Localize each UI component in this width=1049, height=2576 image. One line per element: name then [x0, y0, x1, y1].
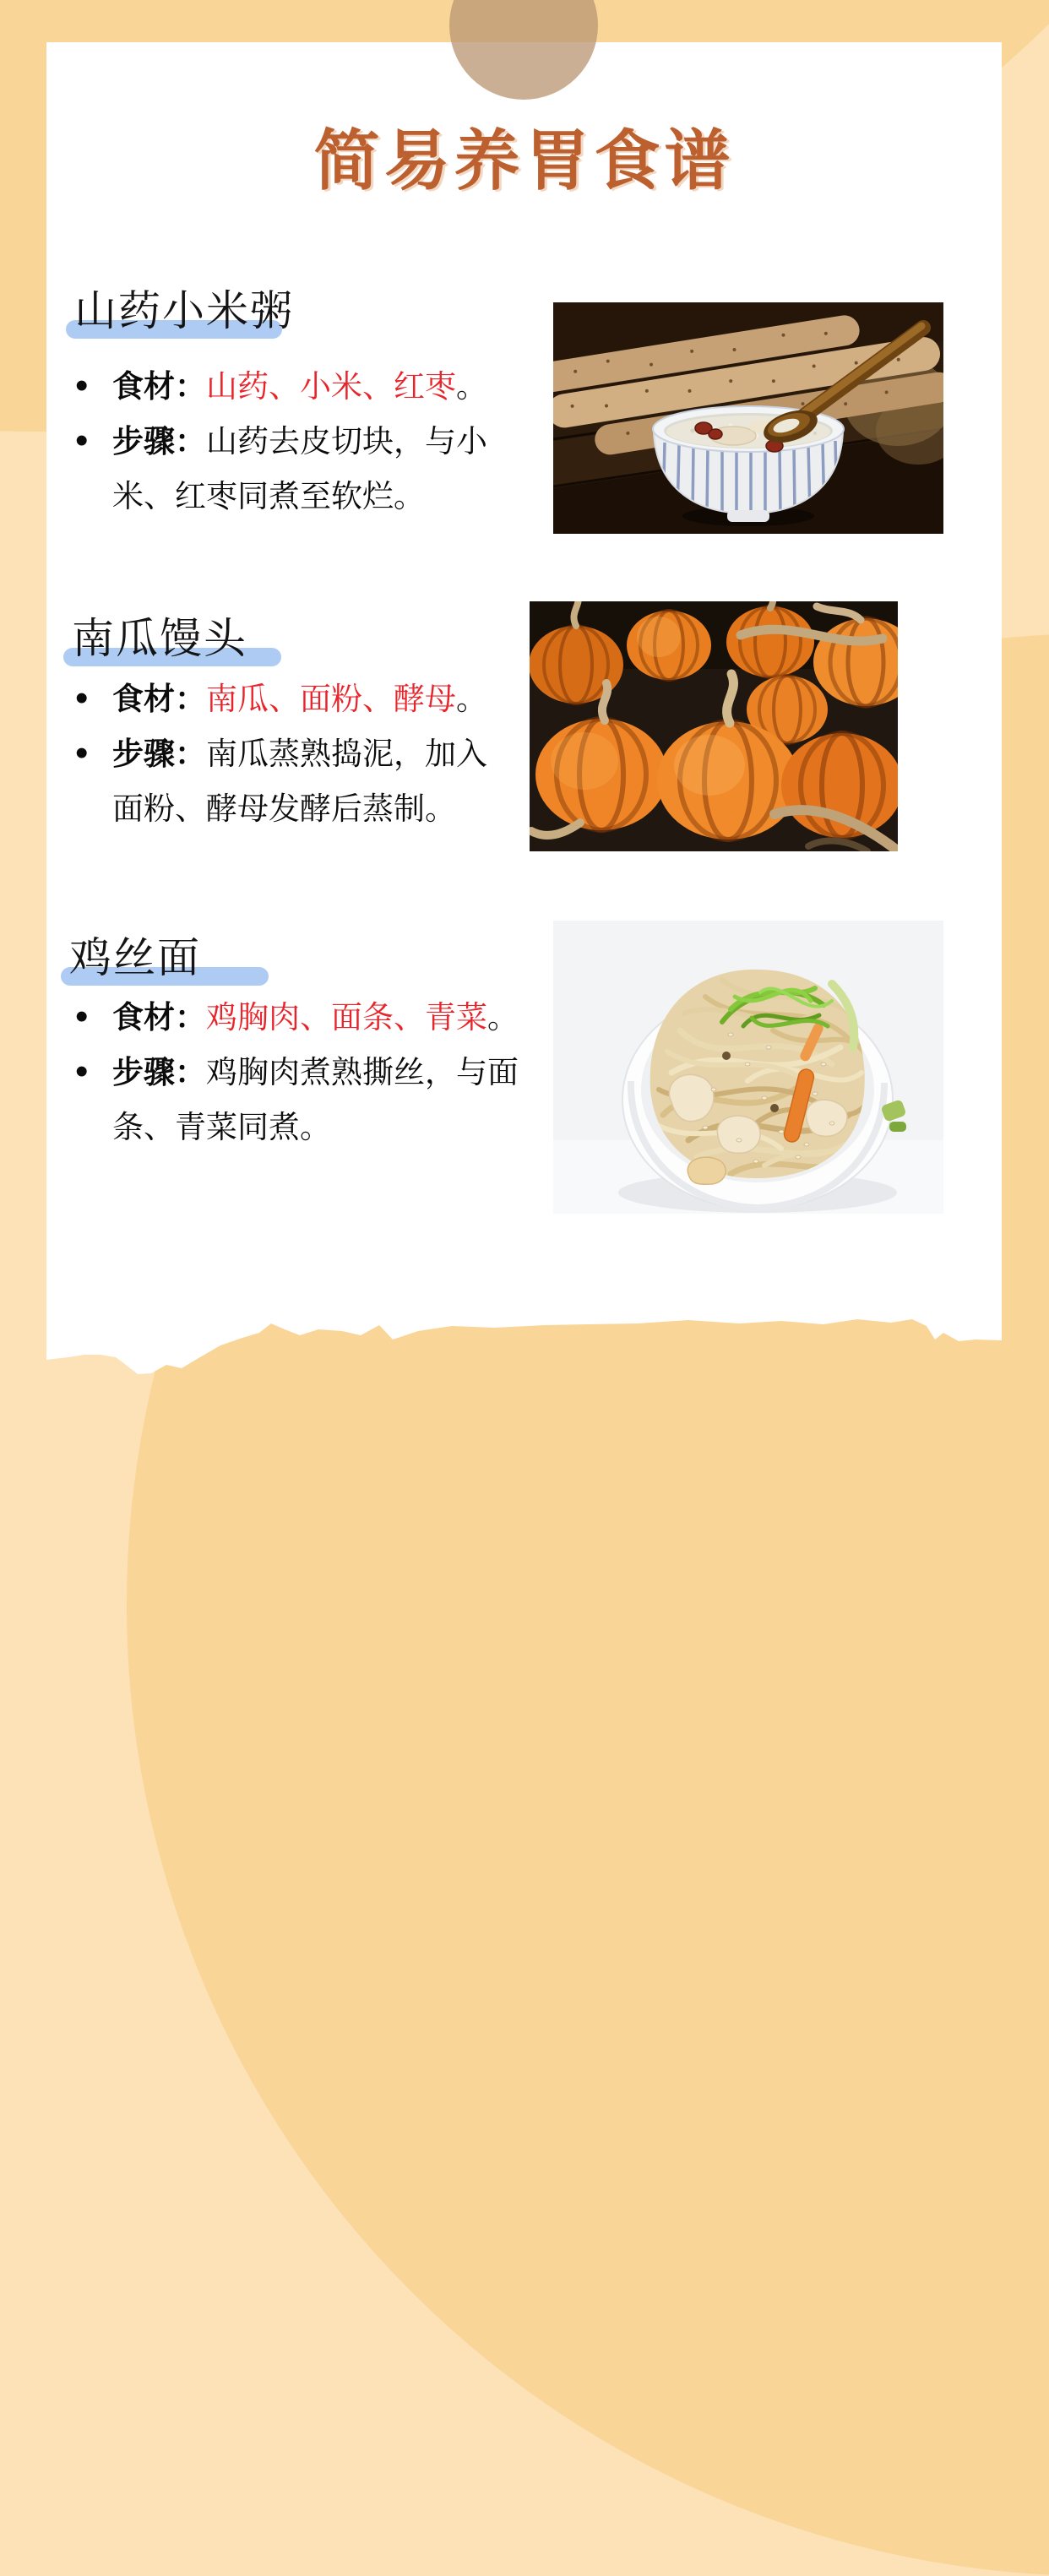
shredded-chicken-noodles-photo	[553, 921, 943, 1214]
steps-row	[72, 726, 507, 836]
recipe-2-title-text: 南瓜馒头	[72, 615, 247, 662]
recipe-1-title-text: 山药小米粥	[74, 287, 294, 334]
pumpkin-steamed-buns-photo	[530, 601, 898, 851]
ingredients-value: 鸡胸肉、面条、青菜	[206, 1000, 487, 1035]
recipe-2-title	[72, 617, 247, 661]
bullet-icon: •	[75, 1051, 89, 1092]
ingredients-row	[72, 359, 507, 414]
bullet-icon: •	[75, 732, 89, 774]
recipe-3-title-text: 鸡丝面	[69, 934, 201, 981]
ingredients-row	[72, 990, 524, 1045]
recipe-3-details	[72, 990, 524, 1155]
recipe-2-heading-wrap	[72, 617, 247, 661]
recipe-2-details	[72, 671, 507, 836]
steps-label: 步骤：	[112, 736, 206, 771]
bullet-icon: •	[75, 420, 89, 461]
recipe-1-heading-wrap	[74, 289, 294, 334]
bullet-icon: •	[75, 677, 89, 719]
ingredients-value: 南瓜、面粉、酵母	[206, 682, 456, 716]
recipe-3-title	[69, 936, 201, 981]
sentence-period: 。	[487, 1000, 519, 1035]
steps-value: 南瓜蒸熟捣泥，加入面粉、酵母发酵后蒸制。	[112, 736, 487, 826]
bullet-icon: •	[75, 365, 89, 406]
page-title: 简易养胃食谱	[313, 123, 735, 198]
steps-label: 步骤：	[112, 1055, 206, 1090]
yam-millet-congee-photo	[553, 302, 943, 534]
recipe-1-title	[74, 289, 294, 334]
ingredients-label: 食材：	[112, 682, 206, 716]
bullet-icon: •	[75, 996, 89, 1037]
steps-row	[72, 1045, 524, 1155]
sentence-period: 。	[456, 682, 487, 716]
ingredients-row	[72, 671, 507, 726]
shredded-chicken-noodles-photo	[553, 921, 943, 1214]
ingredients-label: 食材：	[112, 369, 206, 404]
sentence-period: 。	[456, 369, 487, 404]
yam-millet-congee-photo	[553, 302, 943, 534]
steps-label: 步骤：	[112, 424, 206, 459]
steps-row	[72, 414, 507, 524]
recipe-1-details	[72, 359, 507, 524]
recipe-3-heading-wrap	[69, 936, 201, 981]
pumpkin-steamed-buns-photo	[530, 601, 898, 851]
steps-value: 鸡胸肉煮熟撕丝，与面条、青菜同煮。	[112, 1055, 519, 1144]
steps-value: 山药去皮切块，与小米、红枣同煮至软烂。	[112, 424, 487, 514]
ingredients-label: 食材：	[112, 1000, 206, 1035]
ingredients-value: 山药、小米、红枣	[206, 369, 456, 404]
